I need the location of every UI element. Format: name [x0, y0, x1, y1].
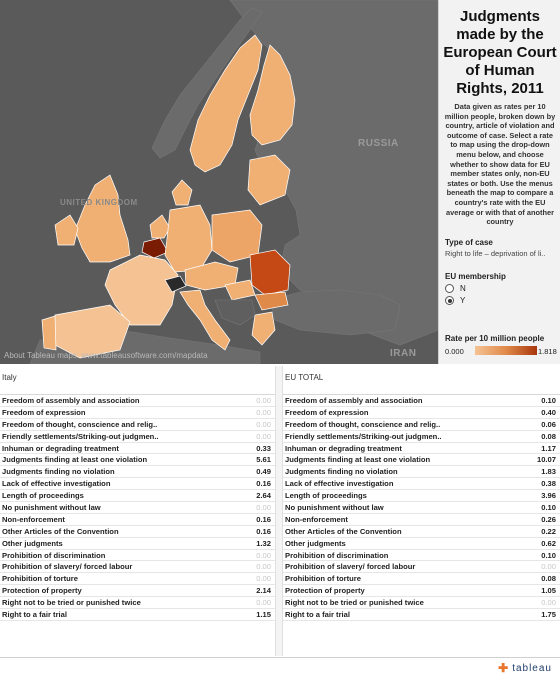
row-value: 0.16: [256, 479, 271, 489]
page-title: Judgments made by the European Court of Human Rights, 2011: [443, 8, 557, 97]
row-category: Judgments finding no violation: [285, 467, 398, 477]
map-credit[interactable]: About Tableau maps: www.tableausoftware.com/mapdata: [4, 351, 208, 360]
row-value: 0.00: [256, 431, 271, 441]
table-row[interactable]: [283, 573, 560, 585]
table-row[interactable]: [283, 443, 560, 455]
country-ireland[interactable]: [55, 215, 78, 245]
tableau-logo-text: tableau: [512, 662, 552, 674]
type-of-case-label: Type of case: [445, 238, 493, 247]
map-label-uk: UNITED KINGDOM: [60, 198, 138, 207]
table-row[interactable]: [0, 597, 275, 609]
row-category: Length of proceedings: [2, 491, 84, 501]
land-turkey: [270, 290, 400, 335]
table-row[interactable]: [0, 419, 275, 431]
rate-legend-label: Rate per 10 million people: [445, 334, 545, 343]
row-value: 1.83: [541, 467, 556, 477]
row-category: Other judgments: [285, 538, 346, 548]
row-category: Length of proceedings: [285, 491, 367, 501]
tableau-logo[interactable]: [498, 661, 552, 674]
row-value: 0.22: [541, 526, 556, 536]
tableau-plus-icon: ✚: [498, 661, 510, 674]
row-category: Judgments finding at least one violation: [2, 455, 148, 465]
table-row[interactable]: [0, 395, 275, 407]
country-uk[interactable]: [75, 175, 130, 262]
radio-n[interactable]: [445, 284, 454, 293]
table-row[interactable]: [283, 466, 560, 478]
row-value: 0.33: [256, 443, 271, 453]
table-row[interactable]: [283, 585, 560, 597]
row-category: Friendly settlements/Striking-out judgmen..: [285, 431, 442, 441]
table-row[interactable]: [0, 454, 275, 466]
type-of-case-dropdown[interactable]: Right to life – deprivation of li..: [445, 249, 546, 258]
row-value: 0.00: [541, 562, 556, 572]
map-label-iran: IRAN: [390, 348, 417, 359]
row-category: Lack of effective investigation: [285, 479, 394, 489]
row-category: Right not to be tried or punished twice: [2, 598, 141, 608]
row-category: Non-enforcement: [2, 514, 65, 524]
row-value: 0.26: [541, 514, 556, 524]
radio-y[interactable]: [445, 296, 454, 305]
table-row[interactable]: [0, 585, 275, 597]
left-table-title[interactable]: Italy: [2, 373, 17, 382]
row-category: Freedom of assembly and association: [2, 395, 140, 405]
row-category: Inhuman or degrading treatment: [2, 443, 119, 453]
row-category: No punishment without law: [285, 502, 384, 512]
membership-option-y[interactable]: [445, 295, 465, 306]
table-row[interactable]: [0, 490, 275, 502]
row-value: 10.07: [536, 455, 556, 465]
row-value: 0.00: [256, 395, 271, 405]
description: Data given as rates per 10 million people, broken down by country, article of violation and outcome of case. Select a rate to map using the drop-down menu below, and choose whether to show data for EU member states only, non-EU states or both. Use the menus beneath the map to compare a country's rate with the EU average or with that of another country: [444, 102, 556, 227]
row-category: Judgments finding no violation: [2, 467, 115, 477]
row-category: Other Articles of the Convention: [2, 526, 119, 536]
legend-min: 0.000: [445, 347, 464, 356]
table-row[interactable]: [0, 466, 275, 478]
row-value: 0.62: [541, 538, 556, 548]
membership-option-n[interactable]: [445, 283, 466, 294]
row-value: 0.00: [256, 550, 271, 560]
row-value: 0.10: [541, 395, 556, 405]
row-value: 1.17: [541, 443, 556, 453]
row-category: Prohibition of discrimination: [285, 550, 389, 560]
row-value: 5.61: [256, 455, 271, 465]
row-category: Freedom of expression: [285, 407, 369, 417]
row-value: 0.00: [541, 598, 556, 608]
row-category: Freedom of thought, conscience and relig..: [285, 419, 441, 429]
table-row[interactable]: [0, 550, 275, 562]
row-category: Protection of property: [285, 586, 365, 596]
table-row[interactable]: [283, 502, 560, 514]
table-row[interactable]: [283, 407, 560, 419]
left-table-rows: [0, 394, 275, 621]
table-row[interactable]: [283, 419, 560, 431]
map-label-russia: RUSSIA: [358, 138, 399, 149]
row-value: 0.08: [541, 574, 556, 584]
table-row[interactable]: [283, 609, 560, 621]
right-table-title[interactable]: EU TOTAL: [285, 373, 324, 382]
row-category: Freedom of expression: [2, 407, 86, 417]
table-row[interactable]: [283, 431, 560, 443]
table-row[interactable]: [283, 597, 560, 609]
table-row[interactable]: [283, 550, 560, 562]
country-greece[interactable]: [252, 312, 275, 345]
footer: [0, 657, 560, 674]
country-netherlands[interactable]: [150, 215, 170, 238]
membership-option-y-label: Y: [460, 296, 466, 305]
table-row[interactable]: [0, 561, 275, 573]
color-legend-bar: [475, 346, 537, 355]
table-row[interactable]: [283, 395, 560, 407]
row-category: Inhuman or degrading treatment: [285, 443, 402, 453]
table-row[interactable]: [283, 478, 560, 490]
table-row[interactable]: [0, 573, 275, 585]
side-panel: [438, 0, 560, 364]
row-category: No punishment without law: [2, 502, 101, 512]
country-balkans[interactable]: [215, 300, 255, 325]
row-category: Friendly settlements/Striking-out judgmen..: [2, 431, 159, 441]
row-value: 3.96: [541, 491, 556, 501]
row-category: Prohibition of torture: [285, 574, 361, 584]
row-category: Prohibition of discrimination: [2, 550, 106, 560]
table-divider: [275, 366, 283, 656]
row-category: Freedom of assembly and association: [285, 395, 423, 405]
choropleth-map[interactable]: [0, 0, 438, 364]
row-category: Prohibition of torture: [2, 574, 78, 584]
row-category: Right to a fair trial: [2, 609, 67, 619]
row-value: 0.38: [541, 479, 556, 489]
country-belgium[interactable]: [142, 238, 168, 258]
row-value: 1.32: [256, 538, 271, 548]
table-row[interactable]: [0, 443, 275, 455]
table-row[interactable]: [0, 526, 275, 538]
row-value: 0.10: [541, 550, 556, 560]
row-value: 0.06: [541, 419, 556, 429]
row-category: Protection of property: [2, 586, 82, 596]
table-row[interactable]: [283, 490, 560, 502]
row-category: Other judgments: [2, 538, 63, 548]
row-value: 1.15: [256, 609, 271, 619]
table-row[interactable]: [0, 609, 275, 621]
table-row[interactable]: [283, 526, 560, 538]
row-category: Freedom of thought, conscience and relig..: [2, 419, 158, 429]
eu-membership-label: EU membership: [445, 272, 506, 281]
right-table-rows: [283, 394, 560, 621]
table-row[interactable]: [0, 478, 275, 490]
country-germany[interactable]: [165, 205, 212, 272]
row-value: 0.16: [256, 526, 271, 536]
row-category: Lack of effective investigation: [2, 479, 111, 489]
table-row[interactable]: [0, 514, 275, 526]
table-row[interactable]: [0, 502, 275, 514]
table-row[interactable]: [283, 514, 560, 526]
row-category: Prohibition of slavery/ forced labour: [285, 562, 416, 572]
membership-option-n-label: N: [460, 284, 466, 293]
row-value: 0.00: [256, 407, 271, 417]
left-table: [0, 366, 275, 656]
row-category: Prohibition of slavery/ forced labour: [2, 562, 133, 572]
row-value: 0.40: [541, 407, 556, 417]
row-category: Judgments finding at least one violation: [285, 455, 431, 465]
row-value: 0.10: [541, 502, 556, 512]
row-value: 0.49: [256, 467, 271, 477]
row-value: 0.00: [256, 574, 271, 584]
table-row[interactable]: [0, 538, 275, 550]
country-denmark[interactable]: [172, 180, 192, 205]
row-value: 1.75: [541, 609, 556, 619]
right-table: [283, 366, 560, 656]
legend-max: 1.818: [538, 347, 557, 356]
row-value: 0.08: [541, 431, 556, 441]
table-row[interactable]: [283, 538, 560, 550]
table-row[interactable]: [283, 561, 560, 573]
country-portugal[interactable]: [42, 316, 56, 350]
row-category: Non-enforcement: [285, 514, 348, 524]
row-value: 0.00: [256, 598, 271, 608]
row-category: Right not to be tried or punished twice: [285, 598, 424, 608]
map-canvas[interactable]: [0, 0, 438, 364]
row-value: 0.16: [256, 514, 271, 524]
table-row[interactable]: [0, 407, 275, 419]
row-category: Right to a fair trial: [285, 609, 350, 619]
table-row[interactable]: [0, 431, 275, 443]
row-value: 0.00: [256, 562, 271, 572]
table-row[interactable]: [283, 454, 560, 466]
row-value: 0.00: [256, 502, 271, 512]
row-value: 0.00: [256, 419, 271, 429]
row-value: 2.14: [256, 586, 271, 596]
row-category: Other Articles of the Convention: [285, 526, 402, 536]
row-value: 2.64: [256, 491, 271, 501]
row-value: 1.05: [541, 586, 556, 596]
